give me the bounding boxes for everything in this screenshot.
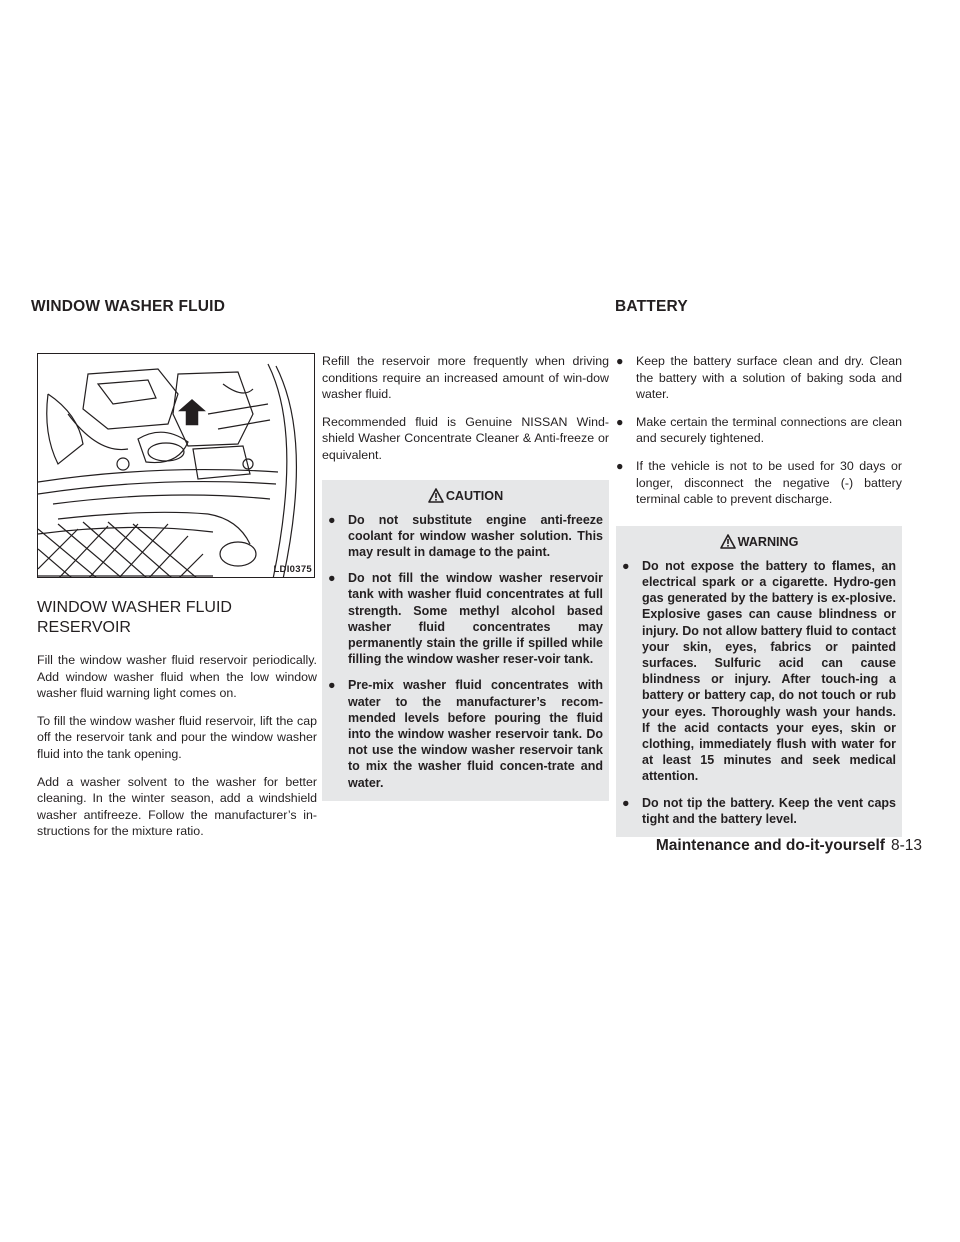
warning-box [616,526,902,837]
warning-item-text: Do not expose the battery to flames, an electrical spark or a cigarette. Hydro-gen gas generated by the battery is ex-plosive. Explosive gases can cause blindness or injury. Do not allow battery fluid to contact your skin, eyes, fabrics or painted surfaces. Sulfuric acid can cause blindness or injury. After touch-ing a battery or battery cap, do not touch or rub your eyes. Thoroughly wash your hands. If the acid contacts your eyes, skin or clothing, immediately flush with water for at least 15 minutes and seek medical attention. [642,558,896,784]
section-heading-window-washer-fluid: WINDOW WASHER FLUID [31,298,226,315]
bullet-icon: ● [328,571,336,586]
caution-item-text: Do not substitute engine anti-freeze coolant for window washer solution. This may result in damage to the paint. [348,512,603,559]
battery-item [616,458,902,508]
battery-list [616,353,902,508]
column-middle [322,353,609,801]
caution-title [328,486,603,506]
caution-title-text: CAUTION [445,488,504,503]
warning-title-text: WARNING [737,534,799,549]
warning-item [622,558,896,785]
bullet-icon: ● [328,512,336,527]
bullet-icon: ● [616,414,624,429]
caution-item [328,512,603,561]
warning-item-text: Do not tip the battery. Keep the vent caps tight and the battery level. [642,795,896,826]
figure-code: LDI0375 [273,564,312,575]
caution-list [328,512,603,791]
bullet-icon: ● [328,678,336,693]
caution-item [328,570,603,667]
column-left [37,353,317,851]
paragraph: To fill the window washer fluid reservoir, lift the cap off the reservoir tank and pour the window washer fluid into the tank opening. [37,713,317,761]
caution-item-text: Do not fill the window washer reservoir tank with washer fluid concentrates at full strength. Some methyl alcohol based washer fluid concentrates may permanently stain the grille if spilled while filling the window washer reser-voir tank. [348,571,603,667]
caution-box [322,480,609,801]
warning-title [622,532,896,552]
paragraph: Recommended fluid is Genuine NISSAN Wind-shield Washer Concentrate Cleaner & Anti-freeze or equivalent. [322,414,609,462]
warning-item [622,795,896,827]
battery-item [616,353,902,403]
paragraph: Add a washer solvent to the washer for better cleaning. In the winter season, add a windshield washer antifreeze. Follow the manufacturer’s in-structions for the mixture ratio. [37,774,317,839]
battery-item-text: Keep the battery surface clean and dry. Clean the battery with a solution of baking soda and water. [636,354,902,402]
subheading-washer-reservoir [37,598,307,638]
page-footer [656,837,922,855]
subheading-line-1: WINDOW WASHER FLUID [37,599,232,616]
paragraph: Fill the window washer fluid reservoir periodically. Add window washer fluid when the low window washer fluid warning light comes on. [37,653,317,701]
battery-item-text: Make certain the terminal connections are clean and securely tightened. [636,414,902,446]
column-right [616,353,902,837]
footer-chapter-title: Maintenance and do-it-yourself [655,837,885,854]
warning-triangle-icon [720,534,736,549]
section-heading-battery: BATTERY [615,298,688,315]
engine-bay-illustration [37,353,315,578]
caution-item [328,677,603,790]
bullet-icon: ● [616,458,624,473]
battery-item [616,414,902,447]
bullet-icon: ● [616,354,624,368]
warning-triangle-icon [428,488,444,503]
page-number: 8-13 [890,837,922,854]
engine-bay-drawing [38,354,315,578]
bullet-icon: ● [622,558,630,573]
paragraph: Refill the reservoir more frequently when driving conditions require an increased amount of win-dow washer fluid. [322,354,609,402]
caution-item-text: Pre-mix washer fluid concentrates with water to the manufacturer’s recom-mended levels before pouring the fluid into the window washer reservoir tank. Do not use the window washer reservoir tank to mix the washer fluid concen-trate and water. [348,678,603,790]
subheading-line-2: RESERVOIR [37,619,131,636]
bullet-icon: ● [622,795,630,810]
battery-item-text: If the vehicle is not to be used for 30 days or longer, disconnect the negative (-) battery terminal cable to prevent discharge. [636,458,902,507]
warning-list [622,558,896,827]
